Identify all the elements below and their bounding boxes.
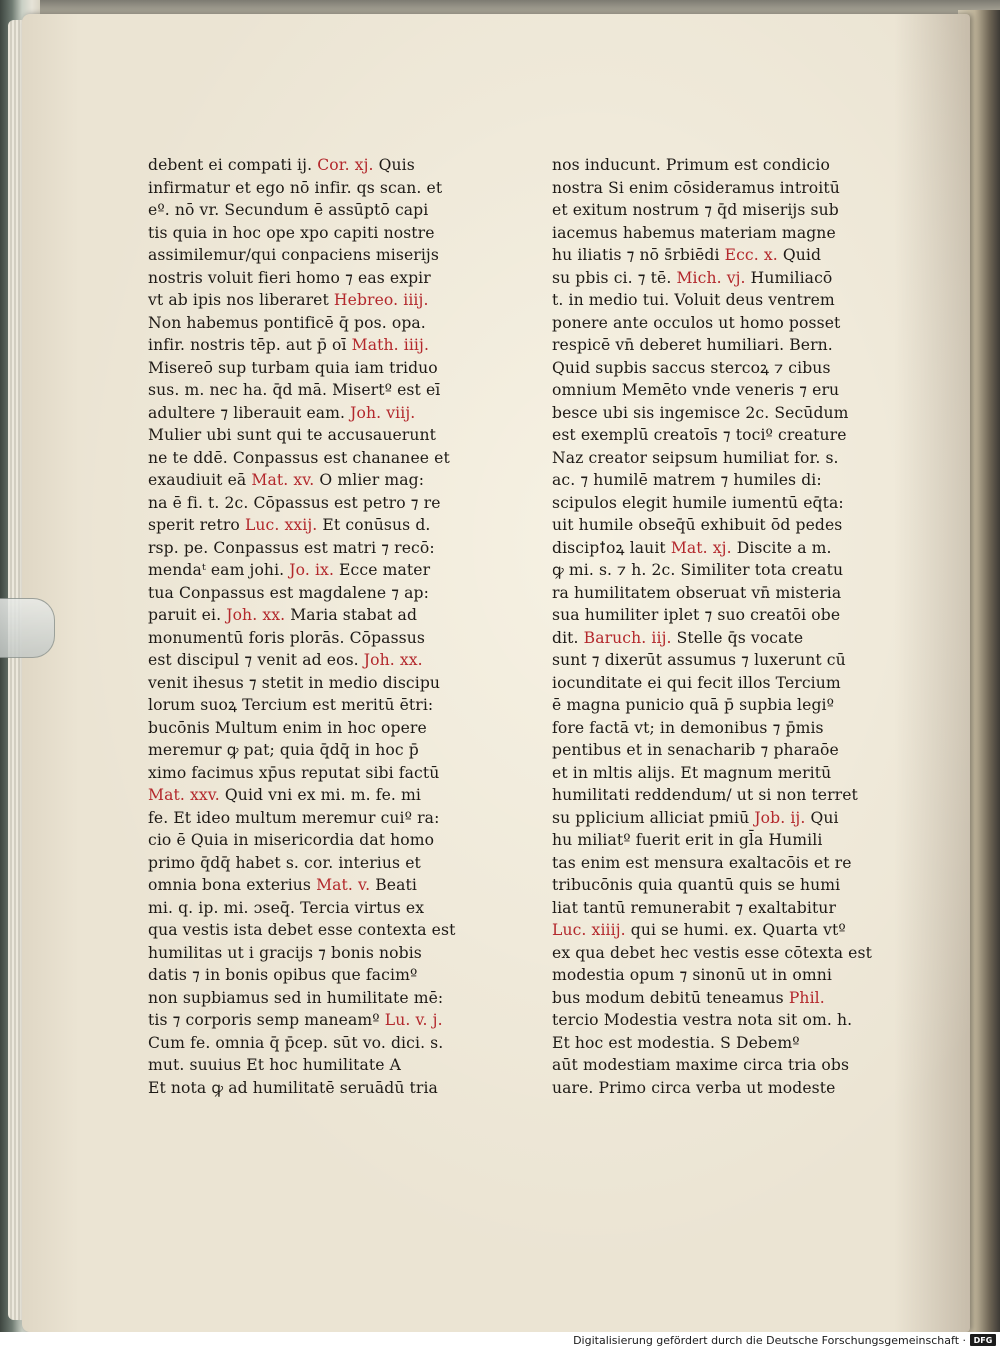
text-line: Quid supbis saccus stercoꝝ ⁊ cibus — [552, 358, 831, 377]
text-line: ra humilitatem obseruat vn̄ misteria — [552, 583, 842, 602]
text-line: sus. m. nec ha. q̄d mā. Misertº est eī — [148, 381, 441, 399]
text-line: est exemplū creatoīs ⁊ tociº creature — [552, 426, 847, 444]
text-line: iocunditate ei qui fecit illos Tercium — [552, 673, 841, 692]
text-line: Naz creator seipsum humiliat for. s. — [552, 448, 839, 467]
text-line: tua Conpassus est magdalene ⁊ ap: — [148, 583, 429, 602]
text-line: uit humile obseq̄ū exhibuit ōd pedes — [552, 516, 843, 534]
text-line: discipꝉoꝝ lauit Mat. xj. Discite a m. — [552, 538, 832, 557]
rubric-reference: Math. iiij. — [351, 336, 430, 354]
text-line: Luc. xiiij. qui se humi. ex. Quarta vtº — [552, 921, 846, 939]
rubric-reference: Hebreo. iiij. — [333, 291, 429, 309]
rubric-reference: Ecc. x. — [724, 246, 778, 264]
rubric-reference: Mat. xxv. — [148, 786, 220, 804]
text-line: tas enim est mensura exaltacōis et re — [552, 853, 852, 872]
text-line: infir. nostris tēp. aut p̄ oī Math. iiij. — [148, 336, 430, 354]
text-line: Non habemus pontificē q̄ pos. opa. — [148, 313, 426, 332]
text-line: humilitati reddendum/ ut si non terret — [552, 786, 858, 804]
rubric-reference: Job. ij. — [754, 808, 806, 827]
text-line: Et nota ꝙ ad humilitatē seruādū tria — [148, 1078, 438, 1097]
text-line: sperit retro Luc. xxij. Et conūsus d. — [148, 516, 431, 534]
text-line: nos inducunt. Primum est condicio — [552, 156, 830, 174]
text-line: eº. nō vr. Secundum ē assūptō capi — [148, 201, 429, 219]
text-line: liat tantū remunerabit ⁊ exaltabitur — [552, 898, 837, 917]
dfg-logo: DFG — [970, 1334, 996, 1346]
text-line: adultere ⁊ liberauit eam. Joh. viij. — [148, 403, 416, 422]
text-line: ponere ante occulos ut homo posset — [552, 313, 841, 332]
text-line: hu miliatº fuerit erit in gl̄a Humili — [552, 831, 823, 849]
text-line: infirmatur et ego nō infir. qs scan. et — [148, 178, 443, 197]
text-line: mendaᵗ eam johi. Jo. ix. Ecce mater — [148, 561, 431, 579]
rubric-reference: Lu. v. j. — [384, 1011, 443, 1029]
text-line: humilitas ut i gracijs ⁊ bonis nobis — [148, 943, 422, 962]
text-line: pentibus et in senacharib ⁊ pharaōe — [552, 741, 839, 759]
text-line: lorum suoꝝ Tercium est meritū ētri: — [148, 696, 434, 714]
text-line: ximo facimus xp̄us reputat sibi factū — [148, 763, 440, 782]
rubric-reference: Mat. v. — [316, 876, 371, 894]
text-line: nostra Si enim cōsideramus introitū — [552, 178, 840, 197]
rubric-reference: Phil. — [788, 988, 825, 1007]
text-line: datis ⁊ in bonis opibus que facimº — [148, 966, 418, 984]
text-line: omnium Memēto vnde veneris ⁊ eru — [552, 381, 840, 399]
footer-band — [0, 1332, 1000, 1348]
text-line: monumentū foris plorās. Cōpassus — [148, 628, 426, 647]
text-line: besce ubi sis ingemisce 2c. Secūdum — [552, 403, 849, 422]
text-line: Cum fe. omnia q̄ p̄cep. sūt vo. dici. s. — [148, 1033, 444, 1052]
text-line: mi. q. ip. mi. ɔseq̄. Tercia virtus ex — [148, 898, 425, 917]
text-line: iacemus habemus materiam magne — [552, 223, 836, 242]
text-line: assimilemur/qui conpaciens miserijs — [148, 246, 439, 264]
text-line: bucōnis Multum enim in hoc opere — [148, 718, 427, 737]
page-clip — [0, 598, 55, 658]
text-line: ac. ⁊ humilē matrem ⁊ humiles di: — [552, 471, 822, 489]
text-line: sua humiliter iplet ⁊ suo creatōi obe — [552, 606, 841, 624]
text-line: su pplicium alliciat pmiū Job. ij. Qui — [552, 808, 839, 827]
text-line: primo q̄dq̄ habet s. cor. interius et — [148, 853, 421, 872]
rubric-reference: Baruch. iij. — [583, 628, 672, 647]
text-line: t. in medio tui. Voluit deus ventrem — [552, 291, 835, 309]
text-line: mut. suuius Et hoc humilitate A — [148, 1056, 402, 1074]
text-line: ē magna punicio quā p̄ supbia legiº — [552, 696, 835, 714]
text-line: exaudiuit eā Mat. xv. O mlier mag: — [148, 471, 425, 489]
rubric-reference: Mat. xv. — [251, 471, 315, 489]
text-line: ꝙ mi. s. ⁊ h. 2c. Similiter tota creatu — [552, 561, 844, 579]
text-line: bus modum debitū teneamus Phil. — [552, 988, 825, 1007]
rubric-reference: Luc. xxij. — [244, 516, 318, 534]
text-line: na ē fi. t. 2c. Cōpassus est petro ⁊ re — [148, 493, 441, 512]
text-line: dit. Baruch. iij. Stelle q̄s vocate — [552, 628, 804, 647]
text-line: Mat. xxv. Quid vni ex mi. m. fe. mi — [148, 786, 422, 804]
rubric-reference: Joh. viij. — [350, 403, 416, 422]
text-line: Misereō sup turbam quia iam triduo — [148, 358, 438, 377]
text-line: qua vestis ista debet esse contexta est — [148, 921, 456, 939]
rubric-reference: Luc. xiiij. — [552, 921, 626, 939]
text-line: sunt ⁊ dixerūt assumus ⁊ luxerunt cū — [552, 651, 846, 669]
text-line: hu iliatis ⁊ nō s̄rbiēdi Ecc. x. Quid — [552, 246, 822, 264]
text-line: tis quia in hoc ope xpo capiti nostre — [148, 223, 435, 242]
text-line: vt ab ipis nos liberaret Hebreo. iiij. — [148, 291, 429, 309]
text-line: tis ⁊ corporis semp maneamº Lu. v. j. — [148, 1011, 443, 1029]
text-line: et exitum nostrum ⁊ q̄d miserijs sub — [552, 201, 839, 219]
text-line: venit ihesus ⁊ stetit in medio discipu — [148, 673, 441, 692]
text-line: non supbiamus sed in humilitate mē: — [148, 988, 444, 1007]
text-column-right — [552, 154, 874, 1099]
text-line: nostris voluit fieri homo ⁊ eas expir — [148, 268, 431, 287]
text-line: rsp. pe. Conpassus est matri ⁊ recō: — [148, 538, 435, 557]
rubric-reference: Joh. xx. — [226, 606, 286, 624]
text-line: modestia opum ⁊ sinonū ut in omni — [552, 966, 832, 984]
text-column-left — [148, 154, 468, 1099]
text-line: fore factā vt; in demonibus ⁊ p̄mis — [552, 718, 824, 737]
text-line: paruit ei. Joh. xx. Maria stabat ad — [148, 606, 418, 624]
text-line: et in mltis alijs. Et magnum meritū — [552, 763, 832, 782]
text-line: aūt modestiam maxime circa tria obs — [552, 1056, 850, 1074]
rubric-reference: Joh. xx. — [363, 651, 423, 669]
text-line: meremur ꝙ pat; quia q̄dq̄ in hoc p̄ — [148, 741, 419, 759]
text-line: ex qua debet hec vestis esse cōtexta est — [552, 943, 872, 962]
text-line: uare. Primo circa verba ut modeste — [552, 1078, 836, 1097]
text-line: ne te ddē. Conpassus est chananee et — [148, 448, 450, 467]
rubric-reference: Jo. ix. — [289, 561, 334, 579]
text-line: omnia bona exterius Mat. v. Beati — [148, 876, 417, 894]
text-line: scipulos elegit humile iumentū eq̄ta: — [552, 493, 844, 512]
text-line: tercio Modestia vestra nota sit om. h. — [552, 1011, 853, 1029]
text-line: fe. Et ideo multum meremur cuiº ra: — [148, 808, 440, 827]
text-line: su pbis ci. ⁊ tē. Mich. vj. Humiliacō — [552, 268, 833, 287]
rubric-reference: Cor. xj. — [317, 156, 374, 174]
footer-credit: Digitalisierung gefördert durch die Deutsche Forschungsgemeinschaft · — [573, 1333, 966, 1347]
text-line: respicē vn̄ deberet humiliari. Bern. — [552, 336, 833, 354]
text-line: est discipul ⁊ venit ad eos. Joh. xx. — [148, 651, 423, 669]
text-line: cio ē Quia in misericordia dat homo — [148, 831, 435, 849]
text-line: Mulier ubi sunt qui te accusauerunt — [148, 426, 437, 444]
rubric-reference: Mat. xj. — [670, 538, 732, 557]
rubric-reference: Mich. vj. — [676, 268, 746, 287]
text-line: Et hoc est modestia. S Debemº — [552, 1033, 800, 1052]
text-line: debent ei compati ij. Cor. xj. Quis — [148, 156, 415, 174]
text-line: tribucōnis quia quantū quis se humi — [552, 876, 841, 894]
